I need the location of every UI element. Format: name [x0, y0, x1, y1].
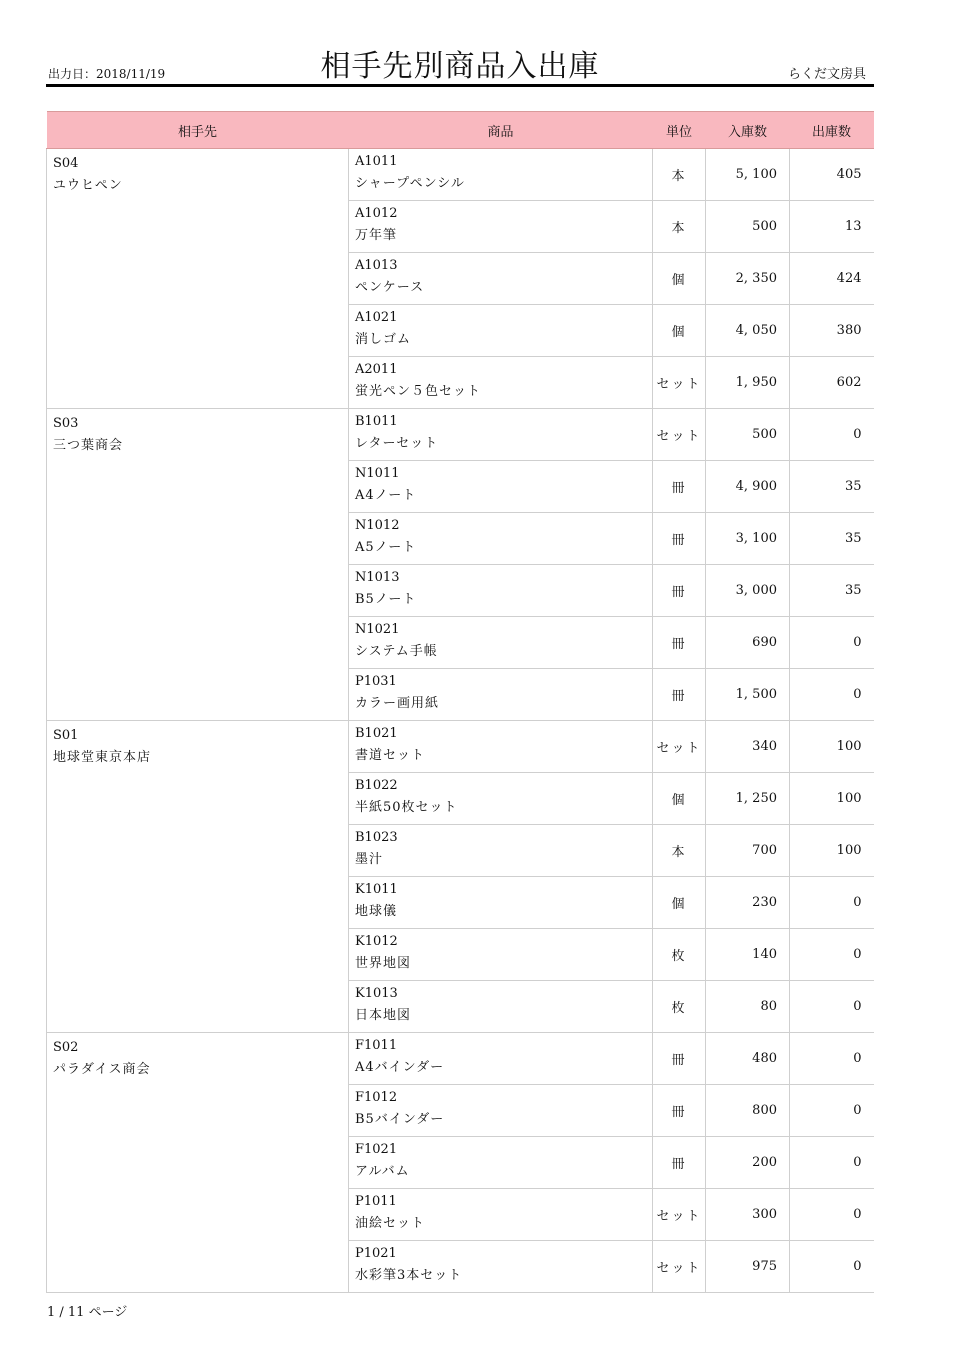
product-cell [349, 1137, 653, 1189]
out-qty-cell: 0 [790, 877, 874, 929]
unit-cell: 枚 [653, 981, 706, 1033]
product-code: P1031 [355, 674, 397, 689]
in-qty-cell: 700 [706, 825, 790, 877]
column-header-product: 商品 [349, 112, 653, 149]
product-name: A5ノート [355, 540, 417, 555]
product-cell [349, 253, 653, 305]
unit-cell: セット [653, 1189, 706, 1241]
out-qty-cell: 0 [790, 929, 874, 981]
product-code: A1011 [355, 154, 398, 169]
unit-cell: 個 [653, 253, 706, 305]
unit-cell: セット [653, 1241, 706, 1293]
product-name: B5バインダー [355, 1112, 445, 1127]
out-qty-cell: 100 [790, 721, 874, 773]
product-code: N1021 [355, 622, 400, 637]
product-cell [349, 981, 653, 1033]
product-code: A1012 [355, 206, 398, 221]
product-code: B1023 [355, 830, 398, 845]
product-name: 世界地図 [355, 956, 412, 971]
in-qty-cell: 140 [706, 929, 790, 981]
product-name: レターセット [355, 436, 439, 451]
partner-name: ユウヒペン [53, 178, 123, 193]
out-qty-cell: 0 [790, 617, 874, 669]
product-cell [349, 1189, 653, 1241]
product-name: B5ノート [355, 592, 417, 607]
out-qty-cell: 0 [790, 1241, 874, 1293]
in-qty-cell: 480 [706, 1033, 790, 1085]
product-cell [349, 721, 653, 773]
partner-cell [47, 409, 349, 721]
product-cell [349, 929, 653, 981]
unit-cell: 冊 [653, 1033, 706, 1085]
unit-cell: セット [653, 409, 706, 461]
out-qty-cell: 35 [790, 461, 874, 513]
out-qty-cell: 405 [790, 149, 874, 201]
product-name: システム手帳 [355, 644, 438, 659]
out-qty-cell: 13 [790, 201, 874, 253]
in-qty-cell: 340 [706, 721, 790, 773]
out-qty-cell: 35 [790, 513, 874, 565]
table-row [47, 149, 874, 201]
unit-cell: 冊 [653, 617, 706, 669]
product-code: K1013 [355, 986, 398, 1001]
product-code: F1012 [355, 1090, 398, 1105]
out-qty-cell: 0 [790, 1137, 874, 1189]
product-cell [349, 409, 653, 461]
out-qty-cell: 0 [790, 1189, 874, 1241]
in-qty-cell: 300 [706, 1189, 790, 1241]
in-qty-cell: 4, 900 [706, 461, 790, 513]
product-code: P1021 [355, 1246, 397, 1261]
in-qty-cell: 1, 500 [706, 669, 790, 721]
product-code: B1011 [355, 414, 398, 429]
product-code: N1011 [355, 466, 400, 481]
unit-cell: 冊 [653, 1085, 706, 1137]
unit-cell: セット [653, 357, 706, 409]
unit-cell: セット [653, 721, 706, 773]
unit-cell: 冊 [653, 669, 706, 721]
product-cell [349, 565, 653, 617]
table-row [47, 409, 874, 461]
out-qty-cell: 424 [790, 253, 874, 305]
product-name: A4バインダー [355, 1060, 445, 1075]
unit-cell: 個 [653, 305, 706, 357]
partner-cell [47, 149, 349, 409]
in-qty-cell: 975 [706, 1241, 790, 1293]
out-qty-cell: 0 [790, 669, 874, 721]
product-cell [349, 305, 653, 357]
in-qty-cell: 500 [706, 409, 790, 461]
in-qty-cell: 1, 950 [706, 357, 790, 409]
product-name: 墨汁 [355, 852, 384, 867]
unit-cell: 冊 [653, 1137, 706, 1189]
product-cell [349, 825, 653, 877]
column-header-out-qty: 出庫数 [790, 112, 874, 149]
out-qty-cell: 380 [790, 305, 874, 357]
product-code: K1011 [355, 882, 398, 897]
product-name: 蛍光ペン５色セット [355, 384, 482, 399]
column-header-partner: 相手先 [47, 112, 349, 149]
page-number: 1 / 11 ページ [47, 1305, 128, 1320]
out-qty-cell: 602 [790, 357, 874, 409]
product-code: A1013 [355, 258, 398, 273]
product-cell [349, 669, 653, 721]
unit-cell: 本 [653, 201, 706, 253]
product-cell [349, 773, 653, 825]
product-cell [349, 513, 653, 565]
product-cell [349, 617, 653, 669]
out-qty-cell: 0 [790, 981, 874, 1033]
in-qty-cell: 4, 050 [706, 305, 790, 357]
out-qty-cell: 0 [790, 409, 874, 461]
product-cell [349, 877, 653, 929]
product-name: 地球儀 [355, 904, 398, 919]
product-name: A4ノート [355, 488, 417, 503]
product-cell [349, 357, 653, 409]
column-header-in-qty: 入庫数 [706, 112, 790, 149]
partner-code: S04 [53, 156, 79, 171]
product-name: アルバム [355, 1164, 410, 1179]
product-cell [349, 201, 653, 253]
product-code: F1021 [355, 1142, 398, 1157]
partner-code: S03 [53, 416, 79, 431]
out-qty-cell: 35 [790, 565, 874, 617]
product-name: 日本地図 [355, 1008, 412, 1023]
partner-cell [47, 1033, 349, 1293]
in-qty-cell: 500 [706, 201, 790, 253]
unit-cell: 個 [653, 773, 706, 825]
product-code: P1011 [355, 1194, 397, 1209]
table-header-row [47, 112, 874, 149]
product-cell [349, 1241, 653, 1293]
product-name: 消しゴム [355, 332, 412, 347]
product-name: 万年筆 [355, 228, 398, 243]
column-header-unit: 単位 [653, 112, 706, 149]
product-cell [349, 149, 653, 201]
report-header [46, 40, 874, 87]
in-qty-cell: 80 [706, 981, 790, 1033]
partner-name: パラダイス商会 [53, 1062, 151, 1077]
out-qty-cell: 0 [790, 1033, 874, 1085]
out-qty-cell: 100 [790, 825, 874, 877]
product-name: シャープペンシル [355, 176, 465, 191]
report-title: 相手先別商品入出庫 [320, 49, 600, 84]
unit-cell: 枚 [653, 929, 706, 981]
out-qty-cell: 100 [790, 773, 874, 825]
product-cell [349, 1085, 653, 1137]
product-code: K1012 [355, 934, 398, 949]
product-code: N1013 [355, 570, 400, 585]
partner-code: S01 [53, 728, 79, 743]
inventory-table [46, 111, 874, 1293]
unit-cell: 本 [653, 149, 706, 201]
unit-cell: 冊 [653, 565, 706, 617]
in-qty-cell: 5, 100 [706, 149, 790, 201]
company-name: らくだ文房具 [787, 67, 866, 82]
in-qty-cell: 1, 250 [706, 773, 790, 825]
product-code: B1022 [355, 778, 398, 793]
in-qty-cell: 3, 000 [706, 565, 790, 617]
partner-name: 三つ葉商会 [53, 438, 124, 453]
out-qty-cell: 0 [790, 1085, 874, 1137]
product-name: 水彩筆3本セット [355, 1268, 463, 1283]
in-qty-cell: 2, 350 [706, 253, 790, 305]
product-cell [349, 461, 653, 513]
partner-code: S02 [53, 1040, 79, 1055]
table-row [47, 721, 874, 773]
product-code: F1011 [355, 1038, 398, 1053]
partner-name: 地球堂東京本店 [53, 750, 152, 765]
product-name: 書道セット [355, 748, 426, 763]
product-name: 油絵セット [355, 1216, 426, 1231]
table-row [47, 1033, 874, 1085]
in-qty-cell: 230 [706, 877, 790, 929]
output-date: 出力日：2018/11/19 [48, 67, 166, 81]
product-name: ペンケース [355, 280, 425, 295]
product-code: A1021 [355, 310, 398, 325]
table-body [47, 149, 874, 1293]
product-name: カラー画用紙 [355, 696, 440, 711]
in-qty-cell: 690 [706, 617, 790, 669]
unit-cell: 冊 [653, 461, 706, 513]
in-qty-cell: 3, 100 [706, 513, 790, 565]
product-cell [349, 1033, 653, 1085]
product-name: 半紙50枚セット [355, 800, 458, 815]
partner-cell [47, 721, 349, 1033]
unit-cell: 本 [653, 825, 706, 877]
in-qty-cell: 800 [706, 1085, 790, 1137]
product-code: A2011 [355, 362, 398, 377]
product-code: B1021 [355, 726, 398, 741]
product-code: N1012 [355, 518, 400, 533]
unit-cell: 冊 [653, 513, 706, 565]
unit-cell: 個 [653, 877, 706, 929]
in-qty-cell: 200 [706, 1137, 790, 1189]
